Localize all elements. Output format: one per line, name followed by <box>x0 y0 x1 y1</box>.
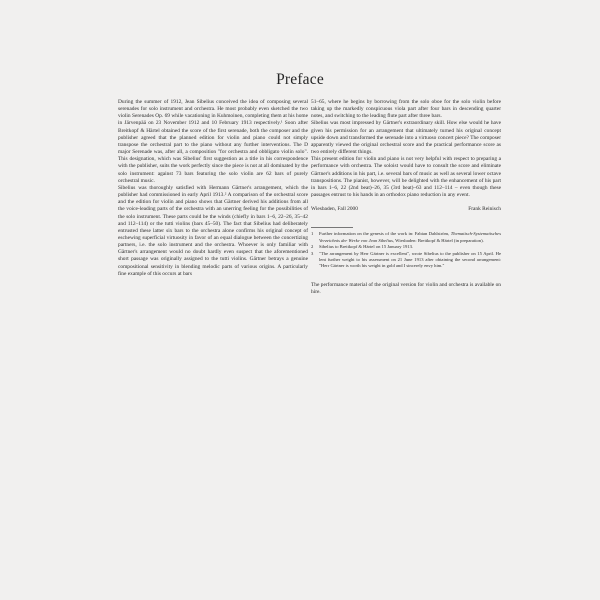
footnote-text: "The arrangement by Herr Gärtner is excellent", wrote Sibelius to the publisher on 15 April. He lent further weight to his assessment on 21 June 1913 after obtaining the second arrangement: "Herr Gärtner is worth his weight in gold and I sincerely envy him." <box>319 250 501 269</box>
footnote <box>311 251 501 270</box>
work-catalog-title: Thematisch-Systematisches Verzeichnis der Werke von Jean Sibelius <box>319 231 501 243</box>
footnote-text: Sibelius to Breitkopf & Härtel on 15 January 1913. <box>319 244 414 250</box>
paragraph: This present edition for violin and piano is not very helpful with respect to preparing a performance with orchestra. The soloist would have to consult the score and eliminate Gärtner's additions in his part, i.e. several bars of music as well as several lower octave transpositions. The pianist, however, will be delighted with the enhancement of his part in bars 1–6, 22 (2nd beat)–26, 35 (3rd beat)–63 and 112–114 – even though these passages entrust to his hands in an orthodox piano reduction in any event. <box>311 156 501 199</box>
footnote-number: 1 <box>311 231 314 237</box>
footnote <box>311 231 501 243</box>
footnote-divider <box>311 227 353 228</box>
paragraph: Sibelius was most impressed by Gärtner's extraordinary skill. How else would he have given his permission for an arrangement that ultimately turned his original concept upside down and transformed the serenade into a virtuoso concert piece? The composer apparently viewed the original orchestral score and the practical performance score as two entirely different things. <box>311 120 501 156</box>
footnote-number: 3 <box>311 250 314 256</box>
right-column <box>311 99 501 296</box>
paragraph: During the summer of 1912, Jean Sibelius conceived the idea of composing several serenades for solo instrument and orchestra. He most probably even sketched the two violin Serenades Op. 69 while vacationing in Kuhmoinen, completing them at his home in Järvenpää on 23 November 1912 and 10 February 1913 respectively.¹ Soon after Breitkopf & Härtel obtained the score of the first serenade, both the composer and the publisher agreed that the planned edition for violin and piano could not simply transpose the orchestral part to the piano without any further interventions. The D major Serenade was, after all, a composition "for orchestra and obbligato violin solo". This designation, which was Sibelius' first suggestion as a title in his correspondence with the publisher, suits the work perfectly since the piece is not at all dominated by the solo instrument: against 73 bars featuring the solo violin are 62 bars of purely orchestral music. <box>118 99 308 184</box>
place-date: Wiesbaden, Fall 2000 <box>311 206 358 213</box>
paragraph: 51–65, where he begins by borrowing from the solo oboe for the solo violin before taking up the markedly conspicuous viola part after four bars in descending quarter notes, and switching to the leading flute part after three bars. <box>311 99 501 120</box>
left-column <box>118 99 308 278</box>
signature-line <box>311 206 501 213</box>
closing-note: The performance material of the original version for violin and orchestra is available on hire. <box>311 281 501 295</box>
author-name: Frank Reinisch <box>468 206 501 213</box>
paragraph: Sibelius was thoroughly satisfied with Hermann Gärtner's arrangement, which the publisher had commissioned in early April 1913.² A comparison of the orchestral score and the edition for violin and piano shows that Gärtner derived his additions from all the voice-leading parts of the orchestra with an unerring feeling for the possibilities of the solo instrument. These parts could be the winds (chiefly in bars 1–6, 22–26, 35–42 and 112–114) or the tutti violins (bars 45–50). The fact that Sibelius had deliberately entrusted these latter six bars to the orchestra alone confirms his original concept of eschewing superficial virtuosity in favor of an equal dialogue between the concertizing partners, i.e. the solo instrument and the orchestra. Whoever is only familiar with Gärtner's arrangement would no doubt hardly even suspect that the aforementioned short passage was originally assigned to the tutti violins. Gärtner betrays a genuine compositional sensitivity in blending melodic parts of various origins. A particularly fine example of this occurs at bars <box>118 184 308 277</box>
footnote <box>311 244 501 250</box>
footnote-number: 2 <box>311 244 314 250</box>
page-title: Preface <box>276 71 324 88</box>
footnote-text: Further information on the genesis of the work in: Fabian Dahlström, Thematisch-Systematisches Verzeichnis der Werke von Jean Sibelius, Wiesbaden: Breitkopf & Härtel (in preparation). <box>319 231 501 243</box>
